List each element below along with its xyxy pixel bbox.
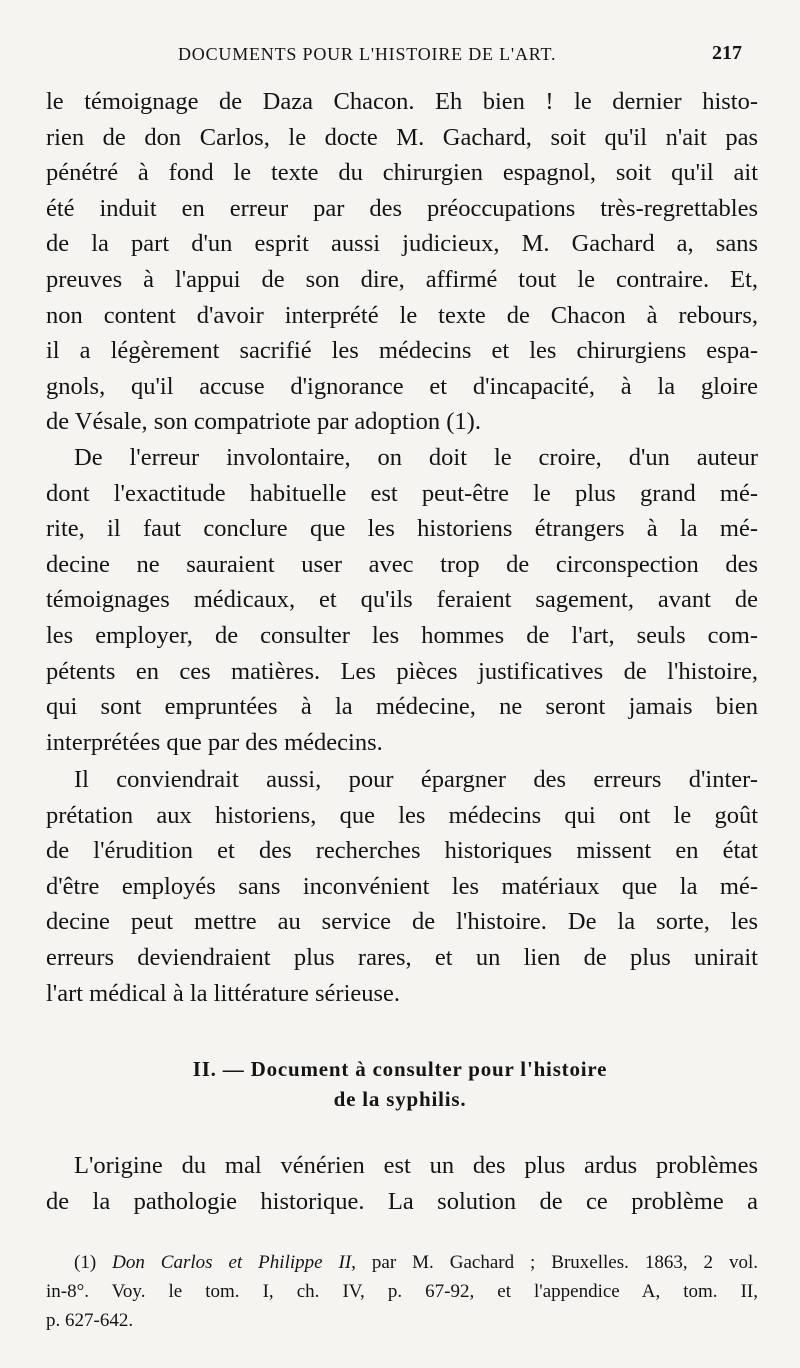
running-header [0,44,800,72]
text-line: pétents en ces matières. Les pièces justificatives de l'histoire, [46,657,758,685]
text-line: d'être employés sans inconvénient les matériaux que la mé- [46,872,758,900]
paragraph-3 [46,762,758,1011]
text-line: les employer, de consulter les hommes de l'art, seuls com- [46,621,758,649]
text-line: decine ne sauraient user avec trop de circonspection des [46,550,758,578]
paragraph-1 [46,84,758,440]
text-line: qui sont empruntées à la médecine, ne seront jamais bien [46,693,758,721]
text-line: gnols, qu'il accuse d'ignorance et d'incapacité, à la gloire [46,372,758,400]
footnote-line-1 [46,1248,758,1277]
footnote [46,1248,758,1335]
section-heading-line-1: II. — Document à consulter pour l'histoire [192,1057,608,1081]
text-line: de l'érudition et des recherches historiques missent en état [46,837,758,865]
footnote-citation: par M. Gachard ; Bruxelles. 1863, 2 vol. [371,1252,759,1273]
footnote-marker: (1) [74,1252,97,1273]
text-line: il a légèrement sacrifié les médecins et les chirurgiens espa- [46,337,758,365]
text-line: de Vésale, son compatriote par adoption (1). [46,408,481,436]
section-heading-line-2: de la syphilis. [333,1087,467,1111]
text-line: preuves à l'appui de son dire, affirmé tout le contraire. Et, [46,265,758,293]
footnote-line-3: p. 627-642. [46,1310,134,1331]
section-heading [0,1054,800,1114]
text-line: l'art médical à la littérature sérieuse. [46,979,401,1007]
footnote-line-2: in-8°. Voy. le tom. I, ch. IV, p. 67-92, et l'appendice A, tom. II, [46,1281,758,1302]
page-number: 217 [712,42,742,64]
text-line: dont l'exactitude habituelle est peut-être le plus grand mé- [46,479,758,507]
text-line: L'origine du mal vénérien est un des plus ardus problèmes [74,1152,758,1179]
text-line: été induit en erreur par des préoccupations très-regrettables [46,194,758,222]
text-line: de la part d'un esprit aussi judicieux, M. Gachard a, sans [46,230,758,258]
text-line: de la pathologie historique. La solution de ce problème a [46,1187,758,1215]
text-line: rite, il faut conclure que les historiens étrangers à la mé- [46,515,758,543]
text-line: rien de don Carlos, le docte M. Gachard, soit qu'il n'ait pas [46,123,758,151]
text-line: erreurs deviendraient plus rares, et un lien de plus unirait [46,943,758,971]
paragraph-2 [46,440,758,760]
paragraph-4 [46,1148,758,1219]
text-line: non content d'avoir interprété le texte de Chacon à rebours, [46,301,758,329]
running-title: DOCUMENTS POUR L'HISTOIRE DE L'ART. [178,44,557,64]
text-line: pénétré à fond le texte du chirurgien espagnol, soit qu'il ait [46,159,758,187]
text-line: témoignages médicaux, et qu'ils feraient sagement, avant de [46,586,758,614]
text-line: interprétées que par des médecins. [46,728,383,756]
text-line: De l'erreur involontaire, on doit le croire, d'un auteur [74,444,758,471]
footnote-book-title: Don Carlos et Philippe II, [112,1252,356,1273]
text-line: Il conviendrait aussi, pour épargner des erreurs d'inter- [74,766,758,793]
text-line: le témoignage de Daza Chacon. Eh bien ! le dernier histo- [46,88,758,115]
text-line: decine peut mettre au service de l'histoire. De la sorte, les [46,908,758,936]
text-line: prétation aux historiens, que les médecins qui ont le goût [46,801,758,829]
